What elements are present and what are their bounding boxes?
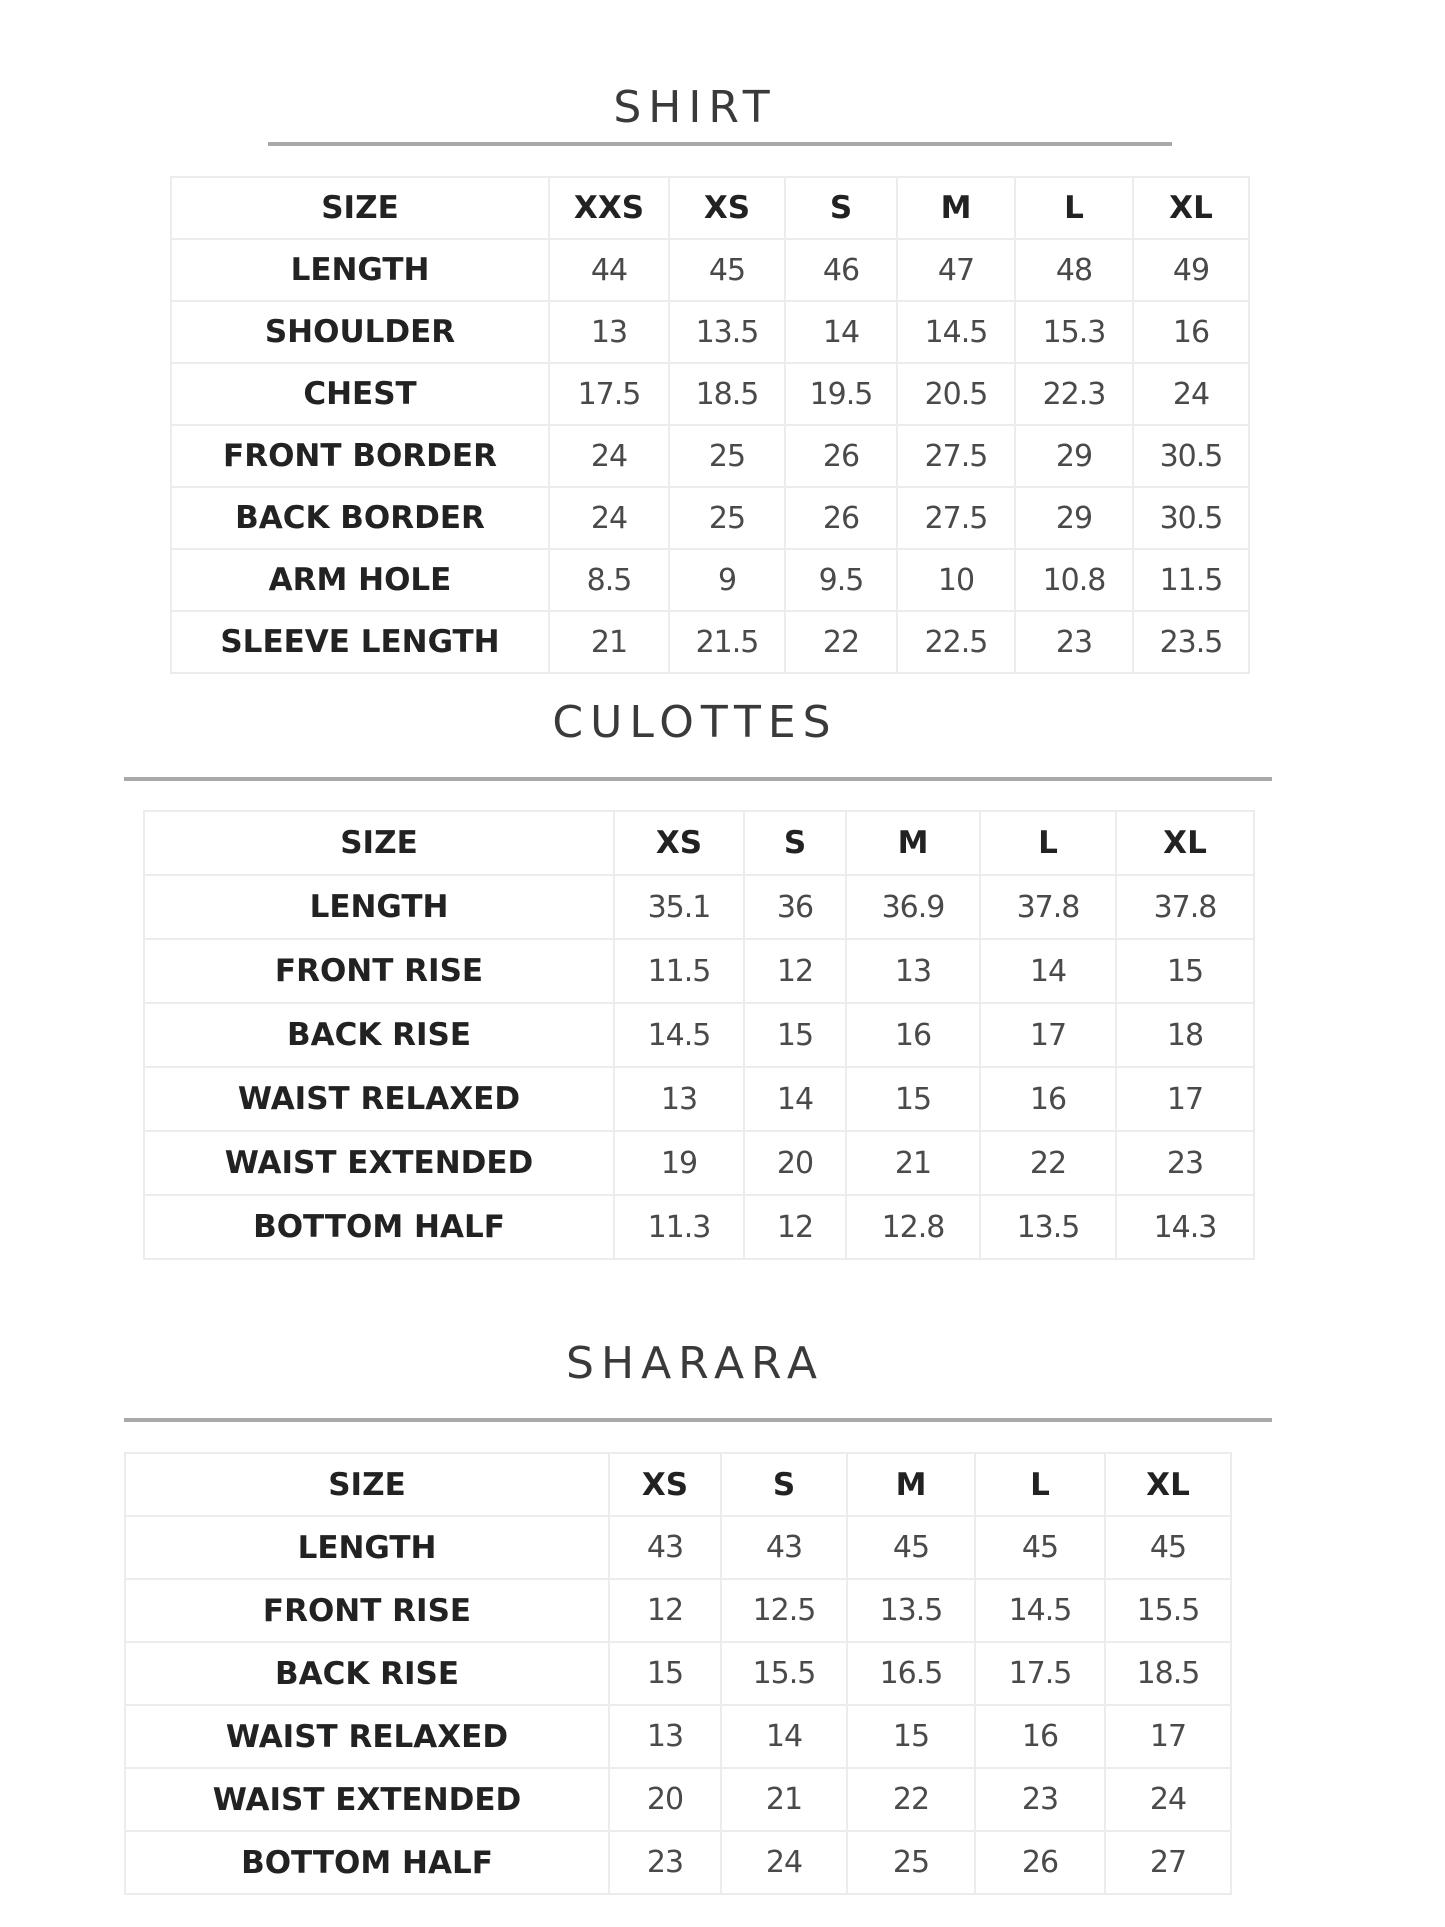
row-label: WAIST RELAXED: [125, 1705, 609, 1768]
value-cell: 10: [897, 549, 1015, 611]
value-cell: 20: [744, 1131, 846, 1195]
header-cell: S: [785, 177, 897, 239]
table-row: [125, 1516, 1231, 1579]
value-cell: 21: [721, 1768, 847, 1831]
value-cell: 21: [549, 611, 669, 673]
value-cell: 22.5: [897, 611, 1015, 673]
value-cell: 26: [785, 487, 897, 549]
header-cell: L: [1015, 177, 1133, 239]
value-cell: 15.3: [1015, 301, 1133, 363]
header-cell: XL: [1116, 811, 1254, 875]
value-cell: 14: [744, 1067, 846, 1131]
value-cell: 27.5: [897, 425, 1015, 487]
header-cell: XS: [614, 811, 744, 875]
value-cell: 37.8: [980, 875, 1116, 939]
table-row: [144, 875, 1254, 939]
value-cell: 13: [846, 939, 980, 1003]
value-cell: 48: [1015, 239, 1133, 301]
value-cell: 20: [609, 1768, 721, 1831]
value-cell: 8.5: [549, 549, 669, 611]
row-label: BACK BORDER: [171, 487, 549, 549]
table-row: [171, 611, 1249, 673]
row-label: LENGTH: [144, 875, 614, 939]
value-cell: 19: [614, 1131, 744, 1195]
shirt-divider: [268, 142, 1172, 146]
table-header-row: [125, 1453, 1231, 1516]
value-cell: 14.3: [1116, 1195, 1254, 1259]
value-cell: 14.5: [975, 1579, 1105, 1642]
header-cell: SIZE: [171, 177, 549, 239]
value-cell: 17: [1116, 1067, 1254, 1131]
value-cell: 11.5: [614, 939, 744, 1003]
table-row: [125, 1831, 1231, 1894]
header-cell: S: [721, 1453, 847, 1516]
table-row: [171, 239, 1249, 301]
header-cell: L: [980, 811, 1116, 875]
shirt-title: SHIRT: [613, 82, 777, 133]
value-cell: 43: [609, 1516, 721, 1579]
value-cell: 12: [609, 1579, 721, 1642]
row-label: LENGTH: [171, 239, 549, 301]
value-cell: 30.5: [1133, 487, 1249, 549]
value-cell: 24: [1133, 363, 1249, 425]
table-row: [144, 1067, 1254, 1131]
row-label: WAIST EXTENDED: [144, 1131, 614, 1195]
value-cell: 15: [1116, 939, 1254, 1003]
value-cell: 14: [980, 939, 1116, 1003]
header-cell: M: [847, 1453, 975, 1516]
value-cell: 24: [549, 425, 669, 487]
value-cell: 13: [609, 1705, 721, 1768]
header-cell: XS: [669, 177, 785, 239]
value-cell: 15.5: [1105, 1579, 1231, 1642]
table-row: [144, 1131, 1254, 1195]
value-cell: 11.3: [614, 1195, 744, 1259]
value-cell: 11.5: [1133, 549, 1249, 611]
value-cell: 16.5: [847, 1642, 975, 1705]
value-cell: 13: [549, 301, 669, 363]
value-cell: 17: [1105, 1705, 1231, 1768]
header-cell: L: [975, 1453, 1105, 1516]
row-label: FRONT RISE: [144, 939, 614, 1003]
value-cell: 29: [1015, 425, 1133, 487]
row-label: FRONT BORDER: [171, 425, 549, 487]
table-row: [144, 1195, 1254, 1259]
value-cell: 49: [1133, 239, 1249, 301]
value-cell: 15: [744, 1003, 846, 1067]
value-cell: 22: [847, 1768, 975, 1831]
value-cell: 36.9: [846, 875, 980, 939]
value-cell: 22: [785, 611, 897, 673]
row-label: WAIST RELAXED: [144, 1067, 614, 1131]
value-cell: 18.5: [669, 363, 785, 425]
table-row: [125, 1768, 1231, 1831]
table-header-row: [171, 177, 1249, 239]
value-cell: 12: [744, 1195, 846, 1259]
row-label: LENGTH: [125, 1516, 609, 1579]
value-cell: 19.5: [785, 363, 897, 425]
value-cell: 15.5: [721, 1642, 847, 1705]
value-cell: 25: [669, 425, 785, 487]
value-cell: 29: [1015, 487, 1133, 549]
value-cell: 16: [975, 1705, 1105, 1768]
value-cell: 45: [847, 1516, 975, 1579]
value-cell: 14: [785, 301, 897, 363]
shirt-size-table: [170, 176, 1250, 674]
value-cell: 47: [897, 239, 1015, 301]
value-cell: 17: [980, 1003, 1116, 1067]
value-cell: 23: [975, 1768, 1105, 1831]
value-cell: 45: [1105, 1516, 1231, 1579]
value-cell: 23: [1015, 611, 1133, 673]
value-cell: 13.5: [980, 1195, 1116, 1259]
header-cell: XL: [1133, 177, 1249, 239]
culottes-divider: [124, 777, 1272, 781]
table-row: [171, 487, 1249, 549]
row-label: BACK RISE: [144, 1003, 614, 1067]
value-cell: 14.5: [614, 1003, 744, 1067]
value-cell: 15: [846, 1067, 980, 1131]
value-cell: 45: [975, 1516, 1105, 1579]
value-cell: 30.5: [1133, 425, 1249, 487]
value-cell: 16: [846, 1003, 980, 1067]
value-cell: 22.3: [1015, 363, 1133, 425]
header-cell: SIZE: [125, 1453, 609, 1516]
value-cell: 23: [1116, 1131, 1254, 1195]
header-cell: XS: [609, 1453, 721, 1516]
value-cell: 14.5: [897, 301, 1015, 363]
value-cell: 15: [847, 1705, 975, 1768]
row-label: ARM HOLE: [171, 549, 549, 611]
value-cell: 27.5: [897, 487, 1015, 549]
value-cell: 12: [744, 939, 846, 1003]
value-cell: 13.5: [669, 301, 785, 363]
table-header-row: [144, 811, 1254, 875]
value-cell: 23.5: [1133, 611, 1249, 673]
row-label: SLEEVE LENGTH: [171, 611, 549, 673]
value-cell: 10.8: [1015, 549, 1133, 611]
header-cell: S: [744, 811, 846, 875]
value-cell: 16: [980, 1067, 1116, 1131]
value-cell: 24: [549, 487, 669, 549]
header-cell: M: [897, 177, 1015, 239]
value-cell: 16: [1133, 301, 1249, 363]
row-label: SHOULDER: [171, 301, 549, 363]
table-row: [171, 425, 1249, 487]
value-cell: 18.5: [1105, 1642, 1231, 1705]
row-label: CHEST: [171, 363, 549, 425]
table-row: [125, 1579, 1231, 1642]
table-row: [125, 1642, 1231, 1705]
value-cell: 22: [980, 1131, 1116, 1195]
value-cell: 43: [721, 1516, 847, 1579]
value-cell: 12.8: [846, 1195, 980, 1259]
row-label: WAIST EXTENDED: [125, 1768, 609, 1831]
table-row: [144, 1003, 1254, 1067]
value-cell: 25: [669, 487, 785, 549]
value-cell: 44: [549, 239, 669, 301]
value-cell: 24: [721, 1831, 847, 1894]
value-cell: 26: [975, 1831, 1105, 1894]
sharara-title: SHARARA: [566, 1338, 824, 1389]
value-cell: 15: [609, 1642, 721, 1705]
table-row: [125, 1705, 1231, 1768]
value-cell: 35.1: [614, 875, 744, 939]
value-cell: 36: [744, 875, 846, 939]
row-label: BOTTOM HALF: [144, 1195, 614, 1259]
value-cell: 14: [721, 1705, 847, 1768]
value-cell: 9.5: [785, 549, 897, 611]
value-cell: 18: [1116, 1003, 1254, 1067]
sharara-divider: [124, 1418, 1272, 1422]
value-cell: 13: [614, 1067, 744, 1131]
value-cell: 23: [609, 1831, 721, 1894]
table-row: [171, 301, 1249, 363]
table-row: [144, 939, 1254, 1003]
header-cell: SIZE: [144, 811, 614, 875]
header-cell: XL: [1105, 1453, 1231, 1516]
culottes-size-table: [143, 810, 1255, 1260]
culottes-title: CULOTTES: [552, 697, 838, 748]
table-row: [171, 363, 1249, 425]
value-cell: 21: [846, 1131, 980, 1195]
value-cell: 13.5: [847, 1579, 975, 1642]
row-label: FRONT RISE: [125, 1579, 609, 1642]
value-cell: 25: [847, 1831, 975, 1894]
value-cell: 17.5: [975, 1642, 1105, 1705]
value-cell: 17.5: [549, 363, 669, 425]
value-cell: 37.8: [1116, 875, 1254, 939]
value-cell: 24: [1105, 1768, 1231, 1831]
row-label: BOTTOM HALF: [125, 1831, 609, 1894]
value-cell: 20.5: [897, 363, 1015, 425]
value-cell: 46: [785, 239, 897, 301]
value-cell: 26: [785, 425, 897, 487]
table-row: [171, 549, 1249, 611]
value-cell: 9: [669, 549, 785, 611]
row-label: BACK RISE: [125, 1642, 609, 1705]
value-cell: 45: [669, 239, 785, 301]
value-cell: 27: [1105, 1831, 1231, 1894]
sharara-size-table: [124, 1452, 1232, 1895]
value-cell: 21.5: [669, 611, 785, 673]
header-cell: M: [846, 811, 980, 875]
header-cell: XXS: [549, 177, 669, 239]
value-cell: 12.5: [721, 1579, 847, 1642]
